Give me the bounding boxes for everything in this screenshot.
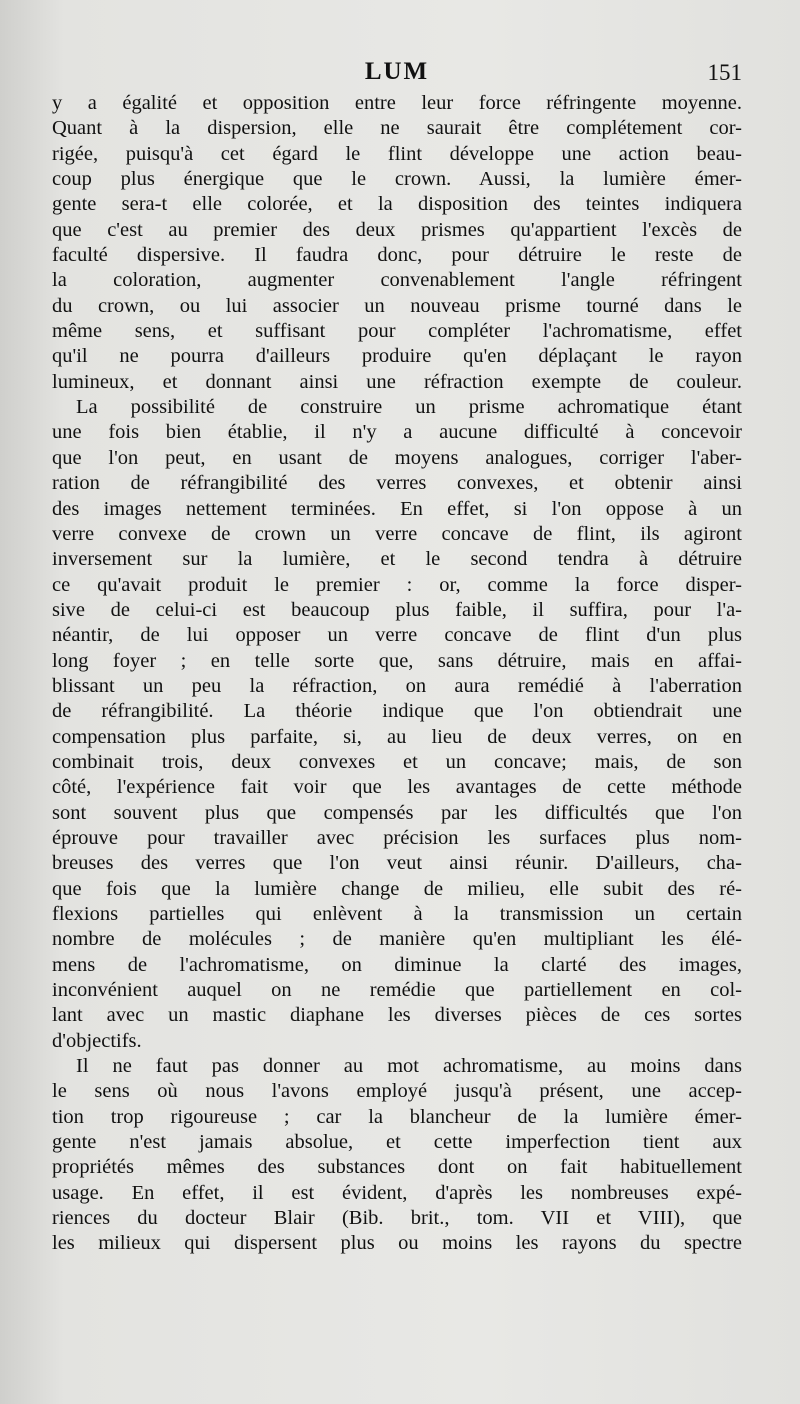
page-header	[52, 58, 742, 92]
text-line: inconvénient auquel on ne remédie que partiellement en col-	[52, 979, 742, 1002]
paragraph-start-line: La possibilité de construire un prisme achromatique étant	[76, 396, 742, 419]
text-line: ce qu'avait produit le premier : or, comme la force disper-	[52, 573, 742, 596]
text-line: que c'est au premier des deux prismes qu'appartient l'excès de	[52, 218, 742, 241]
page-number: 151	[707, 60, 742, 85]
paragraph-end-line: d'objectifs.	[52, 1029, 142, 1052]
text-line: tion trop rigoureuse ; car la blancheur de la lumière émer-	[52, 1105, 742, 1128]
body-text	[52, 91, 742, 1257]
text-line: Quant à la dispersion, elle ne saurait être complétement cor-	[52, 117, 742, 140]
text-line: lant avec un mastic diaphane les diverses pièces de ces sortes	[52, 1004, 742, 1027]
text-line: riences du docteur Blair (Bib. brit., tom. VII et VIII), que	[52, 1207, 742, 1230]
text-line: la coloration, augmenter convenablement l'angle réfringent	[52, 269, 742, 292]
text-line: long foyer ; en telle sorte que, sans détruire, mais en affai-	[52, 649, 742, 672]
text-line: que fois que la lumière change de milieu, elle subit des ré-	[52, 877, 742, 900]
text-line: rigée, puisqu'à cet égard le flint développe une action beau-	[52, 142, 742, 165]
text-line: lumineux, et donnant ainsi une réfraction exempte de couleur.	[52, 370, 742, 393]
text-line: inversement sur la lumière, et le second tendra à détruire	[52, 548, 742, 571]
text-line: ration de réfrangibilité des verres convexes, et obtenir ainsi	[52, 472, 742, 495]
running-head: LUM	[364, 58, 430, 85]
paragraph-start-line: Il ne faut pas donner au mot achromatisme, au moins dans	[76, 1055, 742, 1078]
text-line: blissant un peu la réfraction, on aura remédié à l'aberration	[52, 674, 742, 697]
text-line: que l'on peut, en usant de moyens analogues, corriger l'aber-	[52, 446, 742, 469]
text-line: y a égalité et opposition entre leur force réfringente moyenne.	[52, 92, 742, 114]
text-line: côté, l'expérience fait voir que les avantages de cette méthode	[52, 776, 742, 799]
text-line: compensation plus parfaite, si, au lieu de deux verres, on en	[52, 725, 742, 748]
text-line: combinait trois, deux convexes et un concave; mais, de son	[52, 750, 742, 773]
text-line: breuses des verres que l'on veut ainsi réunir. D'ailleurs, cha-	[52, 852, 742, 875]
text-line: qu'il ne pourra d'ailleurs produire qu'en déplaçant le rayon	[52, 345, 742, 368]
text-line: sive de celui-ci est beaucoup plus faible, il suffira, pour l'a-	[52, 598, 742, 621]
text-line: mens de l'achromatisme, on diminue la clarté des images,	[52, 953, 742, 976]
text-line: gente n'est jamais absolue, et cette imperfection tient aux	[52, 1131, 742, 1154]
text-line: verre convexe de crown un verre concave de flint, ils agiront	[52, 522, 742, 545]
text-line: de réfrangibilité. La théorie indique que l'on obtiendrait une	[52, 700, 742, 723]
text-line: néantir, de lui opposer un verre concave de flint d'un plus	[52, 624, 742, 647]
text-line: faculté dispersive. Il faudra donc, pour détruire le reste de	[52, 244, 742, 267]
text-line: une fois bien établie, il n'y a aucune difficulté à concevoir	[52, 421, 742, 444]
text-line: flexions partielles qui enlèvent à la transmission un certain	[52, 903, 742, 925]
text-line: le sens où nous l'avons employé jusqu'à présent, une accep-	[52, 1080, 742, 1103]
text-line: éprouve pour travailler avec précision les surfaces plus nom-	[52, 826, 742, 849]
text-line: propriétés mêmes des substances dont on fait habituellement	[52, 1156, 742, 1179]
text-line: nombre de molécules ; de manière qu'en multipliant les élé-	[52, 928, 742, 951]
text-line: sont souvent plus que compensés par les difficultés que l'on	[52, 801, 742, 824]
text-line: gente sera-t elle colorée, et la disposition des teintes indiquera	[52, 193, 742, 216]
text-line: du crown, ou lui associer un nouveau prisme tourné dans le	[52, 294, 742, 317]
text-line: même sens, et suffisant pour compléter l'achromatisme, effet	[52, 320, 742, 343]
text-line: les milieux qui dispersent plus ou moins les rayons du spectre	[52, 1232, 742, 1255]
text-line: coup plus énergique que le crown. Aussi, la lumière émer-	[52, 168, 742, 191]
text-line: des images nettement terminées. En effet, si l'on oppose à un	[52, 497, 742, 520]
text-line: usage. En effet, il est évident, d'après les nombreuses expé-	[52, 1181, 742, 1204]
